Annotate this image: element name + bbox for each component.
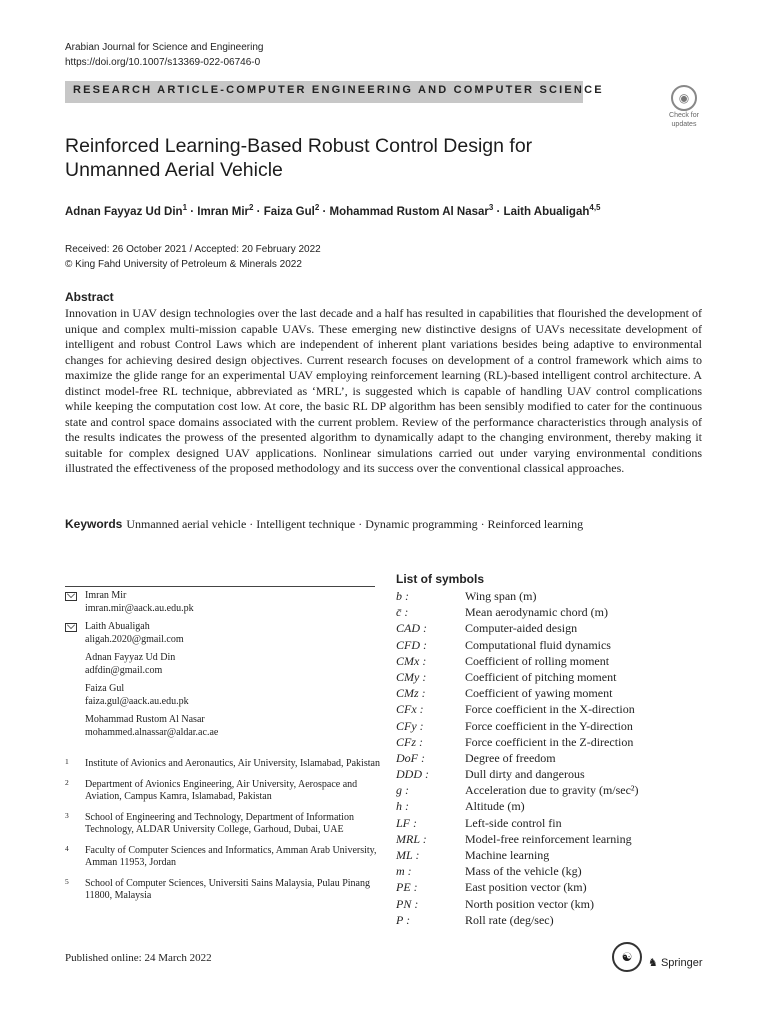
symbol-row [396, 669, 706, 685]
symbol-row [396, 863, 706, 879]
symbol-desc: Degree of freedom [465, 750, 556, 765]
symbol-row [396, 588, 706, 604]
symbol-row [396, 782, 706, 798]
symbol-row [396, 766, 706, 782]
article-type-label: RESEARCH ARTICLE-COMPUTER ENGINEERING AND COMPUTER SCIENCE [73, 84, 604, 96]
symbol: g : [396, 783, 409, 798]
horse-icon: ♞ [648, 957, 658, 969]
contact-name: Imran Mir [85, 590, 127, 601]
contact-email[interactable]: mohammed.alnassar@aldar.ac.ae [85, 726, 219, 738]
abstract-heading: Abstract [65, 290, 114, 304]
symbol-desc: Left-side control fin [465, 815, 562, 830]
symbol-row [396, 653, 706, 669]
affiliation-text: Department of Avionics Engineering, Air University, Aerospace and Aviation, Campus Kamra, Islamabad, Pakistan [85, 778, 358, 802]
author-sup: 2 [249, 203, 254, 212]
symbol-desc: North position vector (km) [465, 896, 594, 911]
abstract-text: Innovation in UAV design technologies over the last decade and a half has resulted in capabilities that flourished the development of unique and complex multi-mission capable UAVs. These emerging new distinctive designs of UAVs necessitate development of intelligent and robust Control Laws which are independent of inherent plant variations besides being adaptive to environmental changes for achieving desired design objectives. Current research focuses on development of a control framework which aims to maximize the glide range for an experimental UAV employing reinforcement learning (RL)-based intelligent control architecture. A distinct model-free RL technique, abbreviated as ‘MRL’, is suggested which is capable of handling UAV control complications while keeping the computation cost low. At core, the basic RL DP algorithm has been sensibly modified to cater for the continuous state and control space domains associated with the current problem. Review of the performance characteristics through analysis of the results indicates the prowess of the presented algorithm to dynamically adapt to the changing environment, thereby making it suitable for complex designed UAV applications. Nonlinear simulations carried out under varying environmental conditions illustrated the effectiveness of the proposed methodology and its success over the conventional classical approaches. [65, 306, 702, 475]
symbol-desc: Computational fluid dynamics [465, 637, 611, 652]
symbol: LF : [396, 815, 417, 830]
keywords [65, 517, 583, 532]
symbol: P : [396, 912, 411, 927]
contact-name: Faiza Gul [85, 683, 125, 694]
affiliation [65, 878, 385, 903]
symbol-row [396, 734, 706, 750]
affiliation-num: 2 [65, 777, 69, 787]
symbol-desc: Coefficient of pitching moment [465, 669, 617, 684]
symbol: CFD : [396, 637, 427, 652]
symbol-desc: Mean aerodynamic chord (m) [465, 605, 608, 620]
contact [65, 652, 385, 677]
symbol: DoF : [396, 750, 425, 765]
symbol-desc: Altitude (m) [465, 799, 525, 814]
affiliation-text: School of Engineering and Technology, Department of Information Technology, ALDAR University College, Garhoud, Dubai, UAE [85, 811, 354, 835]
contact-name: Adnan Fayyaz Ud Din [85, 652, 176, 663]
author[interactable]: Laith Abualigah [503, 205, 590, 218]
symbol-row [396, 847, 706, 863]
author-sup: 3 [488, 203, 494, 212]
symbol-desc: East position vector (km) [465, 880, 587, 895]
keywords-text: Unmanned aerial vehicle · Intelligent technique · Dynamic programming · Reinforced learning [126, 517, 584, 531]
king-fahd-emblem-icon: ☯ [612, 942, 642, 972]
affiliation [65, 845, 385, 870]
envelope-icon [65, 623, 77, 632]
affiliation-text: Faculty of Computer Sciences and Informatics, Amman Arab University, Amman 11953, Jordan [85, 844, 377, 868]
symbol-row [396, 831, 706, 847]
symbol-row [396, 685, 706, 701]
symbol-desc: Wing span (m) [465, 589, 537, 603]
contact-name: Mohammad Rustom Al Nasar [85, 714, 205, 725]
symbol-desc: Coefficient of yawing moment [465, 686, 613, 701]
symbol-row [396, 912, 706, 928]
symbol: ML : [396, 848, 420, 862]
paper-title: Reinforced Learning-Based Robust Control Design for Unmanned Aerial Vehicle [65, 135, 533, 181]
symbol-desc: Force coefficient in the X-direction [465, 702, 635, 717]
keywords-label: Keywords [65, 517, 123, 531]
symbol-row [396, 701, 706, 717]
symbol: PN : [396, 896, 419, 911]
author-list: Adnan Fayyaz Ud Din$^1$ · Imran Mir$^2$ · Faiza Gul$^2$ · Mohammad Rustom Al Nasar$^3$ · Laith Abualigah$^{4,5}$ [65, 203, 601, 218]
contact [65, 621, 385, 646]
contact-email[interactable]: imran.mir@aack.au.edu.pk [85, 602, 194, 614]
symbol: CMy : [396, 669, 427, 684]
symbol: m : [396, 864, 412, 879]
journal-doi[interactable]: https://doi.org/10.1007/s13369-022-06746-0 [65, 57, 261, 68]
symbol-desc: Force coefficient in the Y-direction [465, 718, 633, 733]
contact-email[interactable]: faiza.gul@aack.au.edu.pk [85, 695, 189, 707]
affiliation-list [65, 758, 385, 911]
author[interactable]: Mohammad Rustom Al Nasar [329, 205, 489, 218]
received-accepted: Received: 26 October 2021 / Accepted: 20 February 2022 [65, 244, 321, 255]
symbol-desc: Mass of the vehicle (kg) [465, 864, 582, 879]
symbol: PE : [396, 880, 418, 895]
affiliation [65, 779, 385, 804]
symbol-desc: Roll rate (deg/sec) [465, 912, 554, 927]
symbol-row [396, 620, 706, 636]
author[interactable]: Imran Mir [197, 205, 250, 218]
symbol-desc: Model-free reinforcement learning [465, 831, 632, 846]
symbol: MRL : [396, 831, 427, 846]
symbol: b : [396, 589, 409, 603]
symbol: h : [396, 799, 409, 814]
published-date: Published online: 24 March 2022 [65, 952, 212, 964]
symbol-row [396, 718, 706, 734]
affiliation [65, 812, 385, 837]
symbol: CFx : [396, 702, 424, 717]
contact [65, 590, 385, 615]
symbols-list [396, 588, 706, 928]
symbol-desc: Coefficient of rolling moment [465, 653, 610, 668]
symbol-desc: Force coefficient in the Z-direction [465, 734, 634, 749]
contact [65, 683, 385, 708]
copyright: © King Fahd University of Petroleum & Minerals 2022 [65, 259, 302, 270]
contact [65, 714, 385, 739]
symbol-row [396, 879, 706, 895]
affiliation-num: 3 [65, 810, 69, 820]
bookmark-icon: ◉ [671, 85, 697, 111]
symbols-heading: List of symbols [396, 572, 485, 586]
symbol-row [396, 604, 706, 620]
symbol-row [396, 896, 706, 912]
affiliation-text: Institute of Avionics and Aeronautics, Air University, Islamabad, Pakistan [85, 758, 380, 769]
symbol-desc: Dull dirty and dangerous [465, 767, 585, 782]
footnote-divider [65, 586, 375, 587]
symbol-desc: Machine learning [465, 848, 550, 862]
symbol: CFy : [396, 718, 424, 733]
affiliation-text: School of Computer Sciences, Universiti Sains Malaysia, Pulau Pinang 11800, Malaysia [85, 877, 370, 901]
journal-name: Arabian Journal for Science and Engineering [65, 42, 264, 53]
symbol: CAD : [396, 621, 427, 636]
article-type-banner [65, 81, 604, 103]
symbol: CFz : [396, 734, 423, 749]
symbol: c̄ : [396, 605, 409, 620]
symbol: CMz : [396, 686, 426, 701]
affiliation-num: 1 [65, 757, 69, 766]
symbol-desc: Acceleration due to gravity (m/sec²) [465, 783, 639, 798]
contact-list [65, 590, 385, 745]
publisher-name [648, 956, 703, 969]
affiliation [65, 758, 385, 771]
symbol-desc: Computer-aided design [465, 621, 578, 636]
symbol-row [396, 637, 706, 653]
contact-name: Laith Abualigah [85, 621, 150, 632]
author-sup: 4,5 [589, 203, 601, 212]
symbol-row [396, 798, 706, 814]
publisher-label: Springer [660, 957, 703, 969]
symbol: CMx : [396, 653, 427, 668]
author-sup: 1 [182, 203, 188, 212]
symbol: DDD : [396, 767, 429, 782]
badge-line2: updates [671, 121, 697, 128]
contact-email[interactable]: adfdin@gmail.com [85, 664, 163, 676]
dates-block [65, 242, 321, 272]
symbol-row [396, 815, 706, 831]
check-for-updates-badge[interactable] [664, 85, 704, 128]
affiliation-num: 4 [65, 843, 69, 853]
envelope-icon [65, 592, 77, 601]
symbol-row [396, 750, 706, 766]
badge-line1: Check for [669, 112, 699, 119]
author[interactable]: Faiza Gul [263, 205, 315, 218]
author[interactable]: Adnan Fayyaz Ud Din [65, 205, 183, 218]
affiliation-num: 5 [65, 876, 69, 886]
author-sup: 2 [314, 203, 320, 212]
contact-email[interactable]: aligah.2020@gmail.com [85, 633, 184, 645]
journal-info [65, 40, 263, 70]
